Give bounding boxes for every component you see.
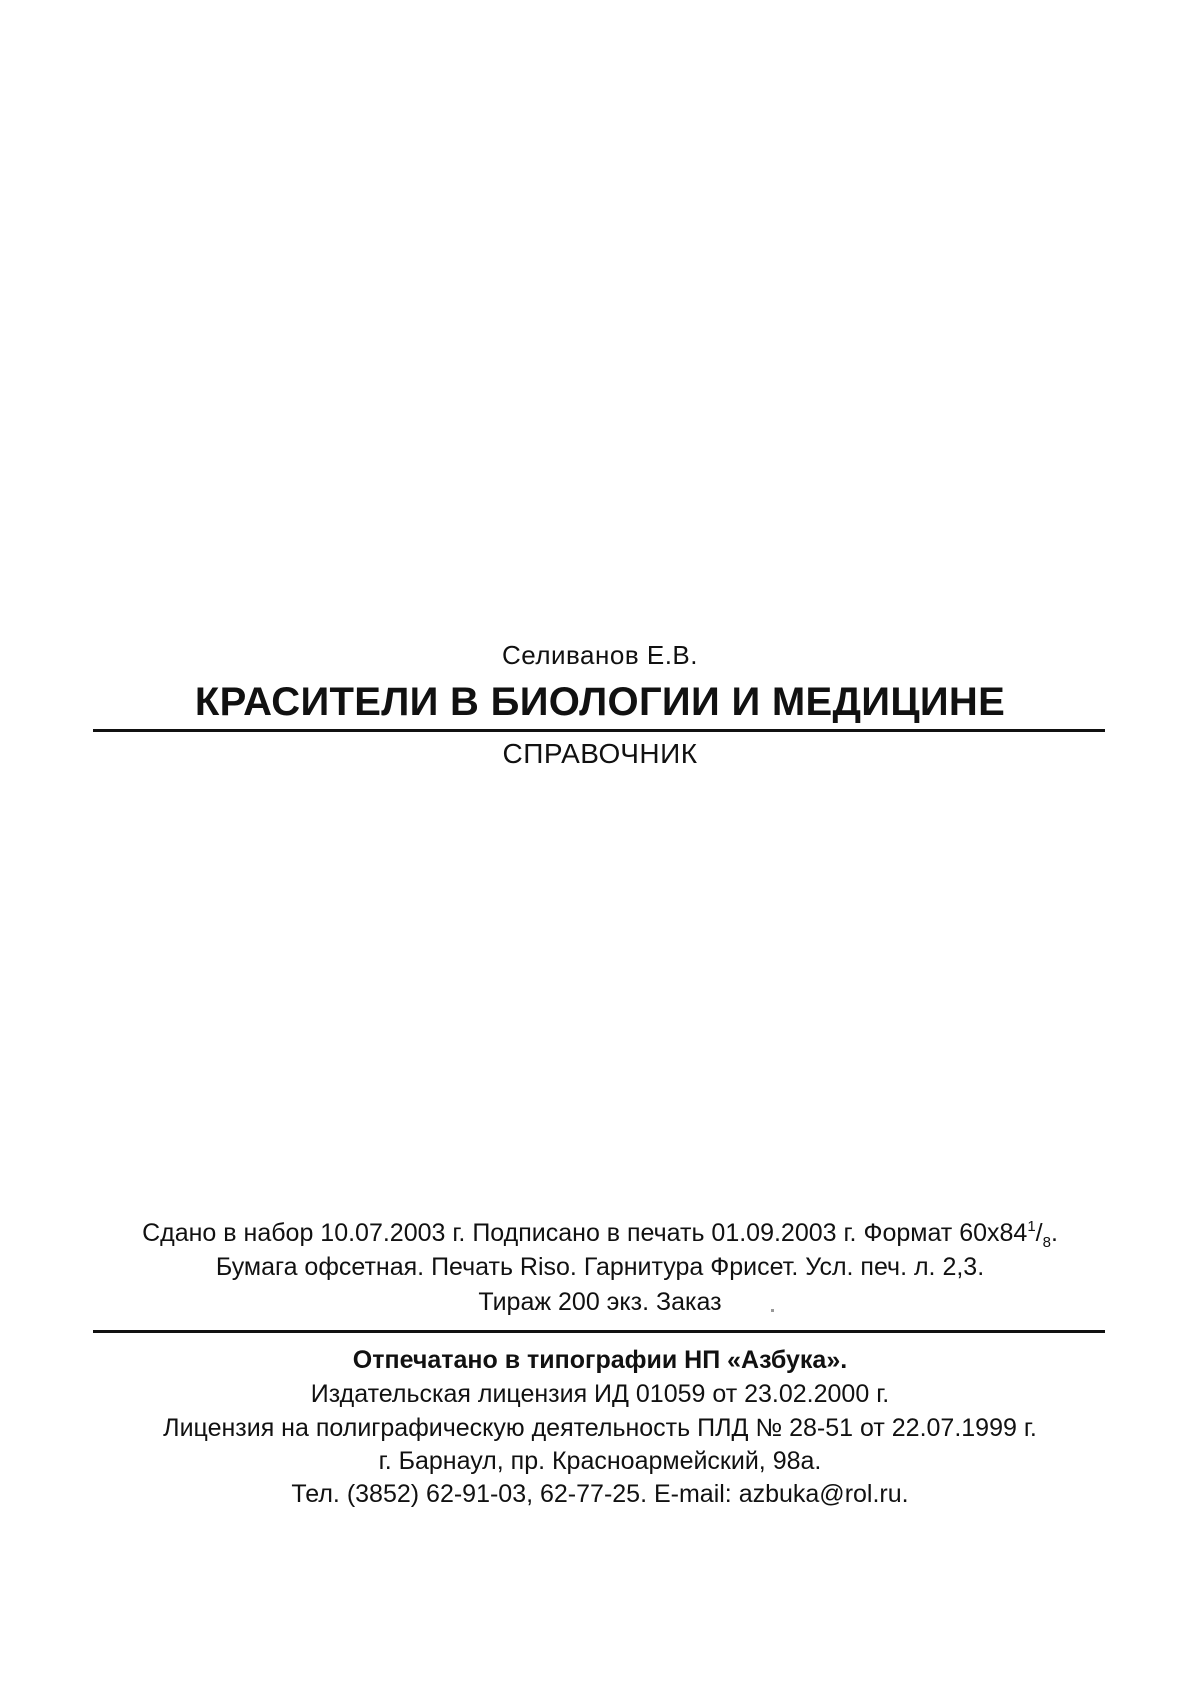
publishing-license: Издательская лицензия ИД 01059 от 23.02.2000 г. [310,1380,890,1408]
format-fraction-numerator: 1 [1027,1218,1036,1235]
author-name: Селиванов Е.В. [501,640,699,670]
book-title: КРАСИТЕЛИ В БИОЛОГИИ И МЕДИЦИНЕ [194,680,1006,724]
book-subtitle: СПРАВОЧНИК [502,738,698,769]
imprint-line-1 [0,1218,1200,1251]
imprint-line-3: Тираж 200 экз. Заказ [478,1288,722,1316]
printer-contacts: Тел. (3852) 62-91-03, 62-77-25. E-mail: azbuka@rol.ru. [291,1480,909,1508]
format-fraction-slash: / [1035,1219,1043,1247]
imprint-line-1-text: Сдано в набор 10.07.2003 г. Подписано в печать 01.09.2003 г. Формат 60х84 [142,1219,1028,1247]
speck-mark [771,1309,774,1312]
printing-license: Лицензия на полиграфическую деятельность ПЛД № 28-51 от 22.07.1999 г. [163,1414,1037,1442]
imprint-divider [93,1330,1105,1333]
imprint-line-2: Бумага офсетная. Печать Riso. Гарнитура Фрисет. Усл. печ. л. 2,3. [215,1253,985,1281]
format-fraction-denominator: 8 [1042,1234,1051,1251]
imprint-line-1-end: . [1050,1219,1058,1247]
title-divider [93,729,1105,732]
printer-title: Отпечатано в типографии НП «Азбука». [352,1346,848,1374]
printer-address: г. Барнаул, пр. Красноармейский, 98а. [378,1447,822,1475]
